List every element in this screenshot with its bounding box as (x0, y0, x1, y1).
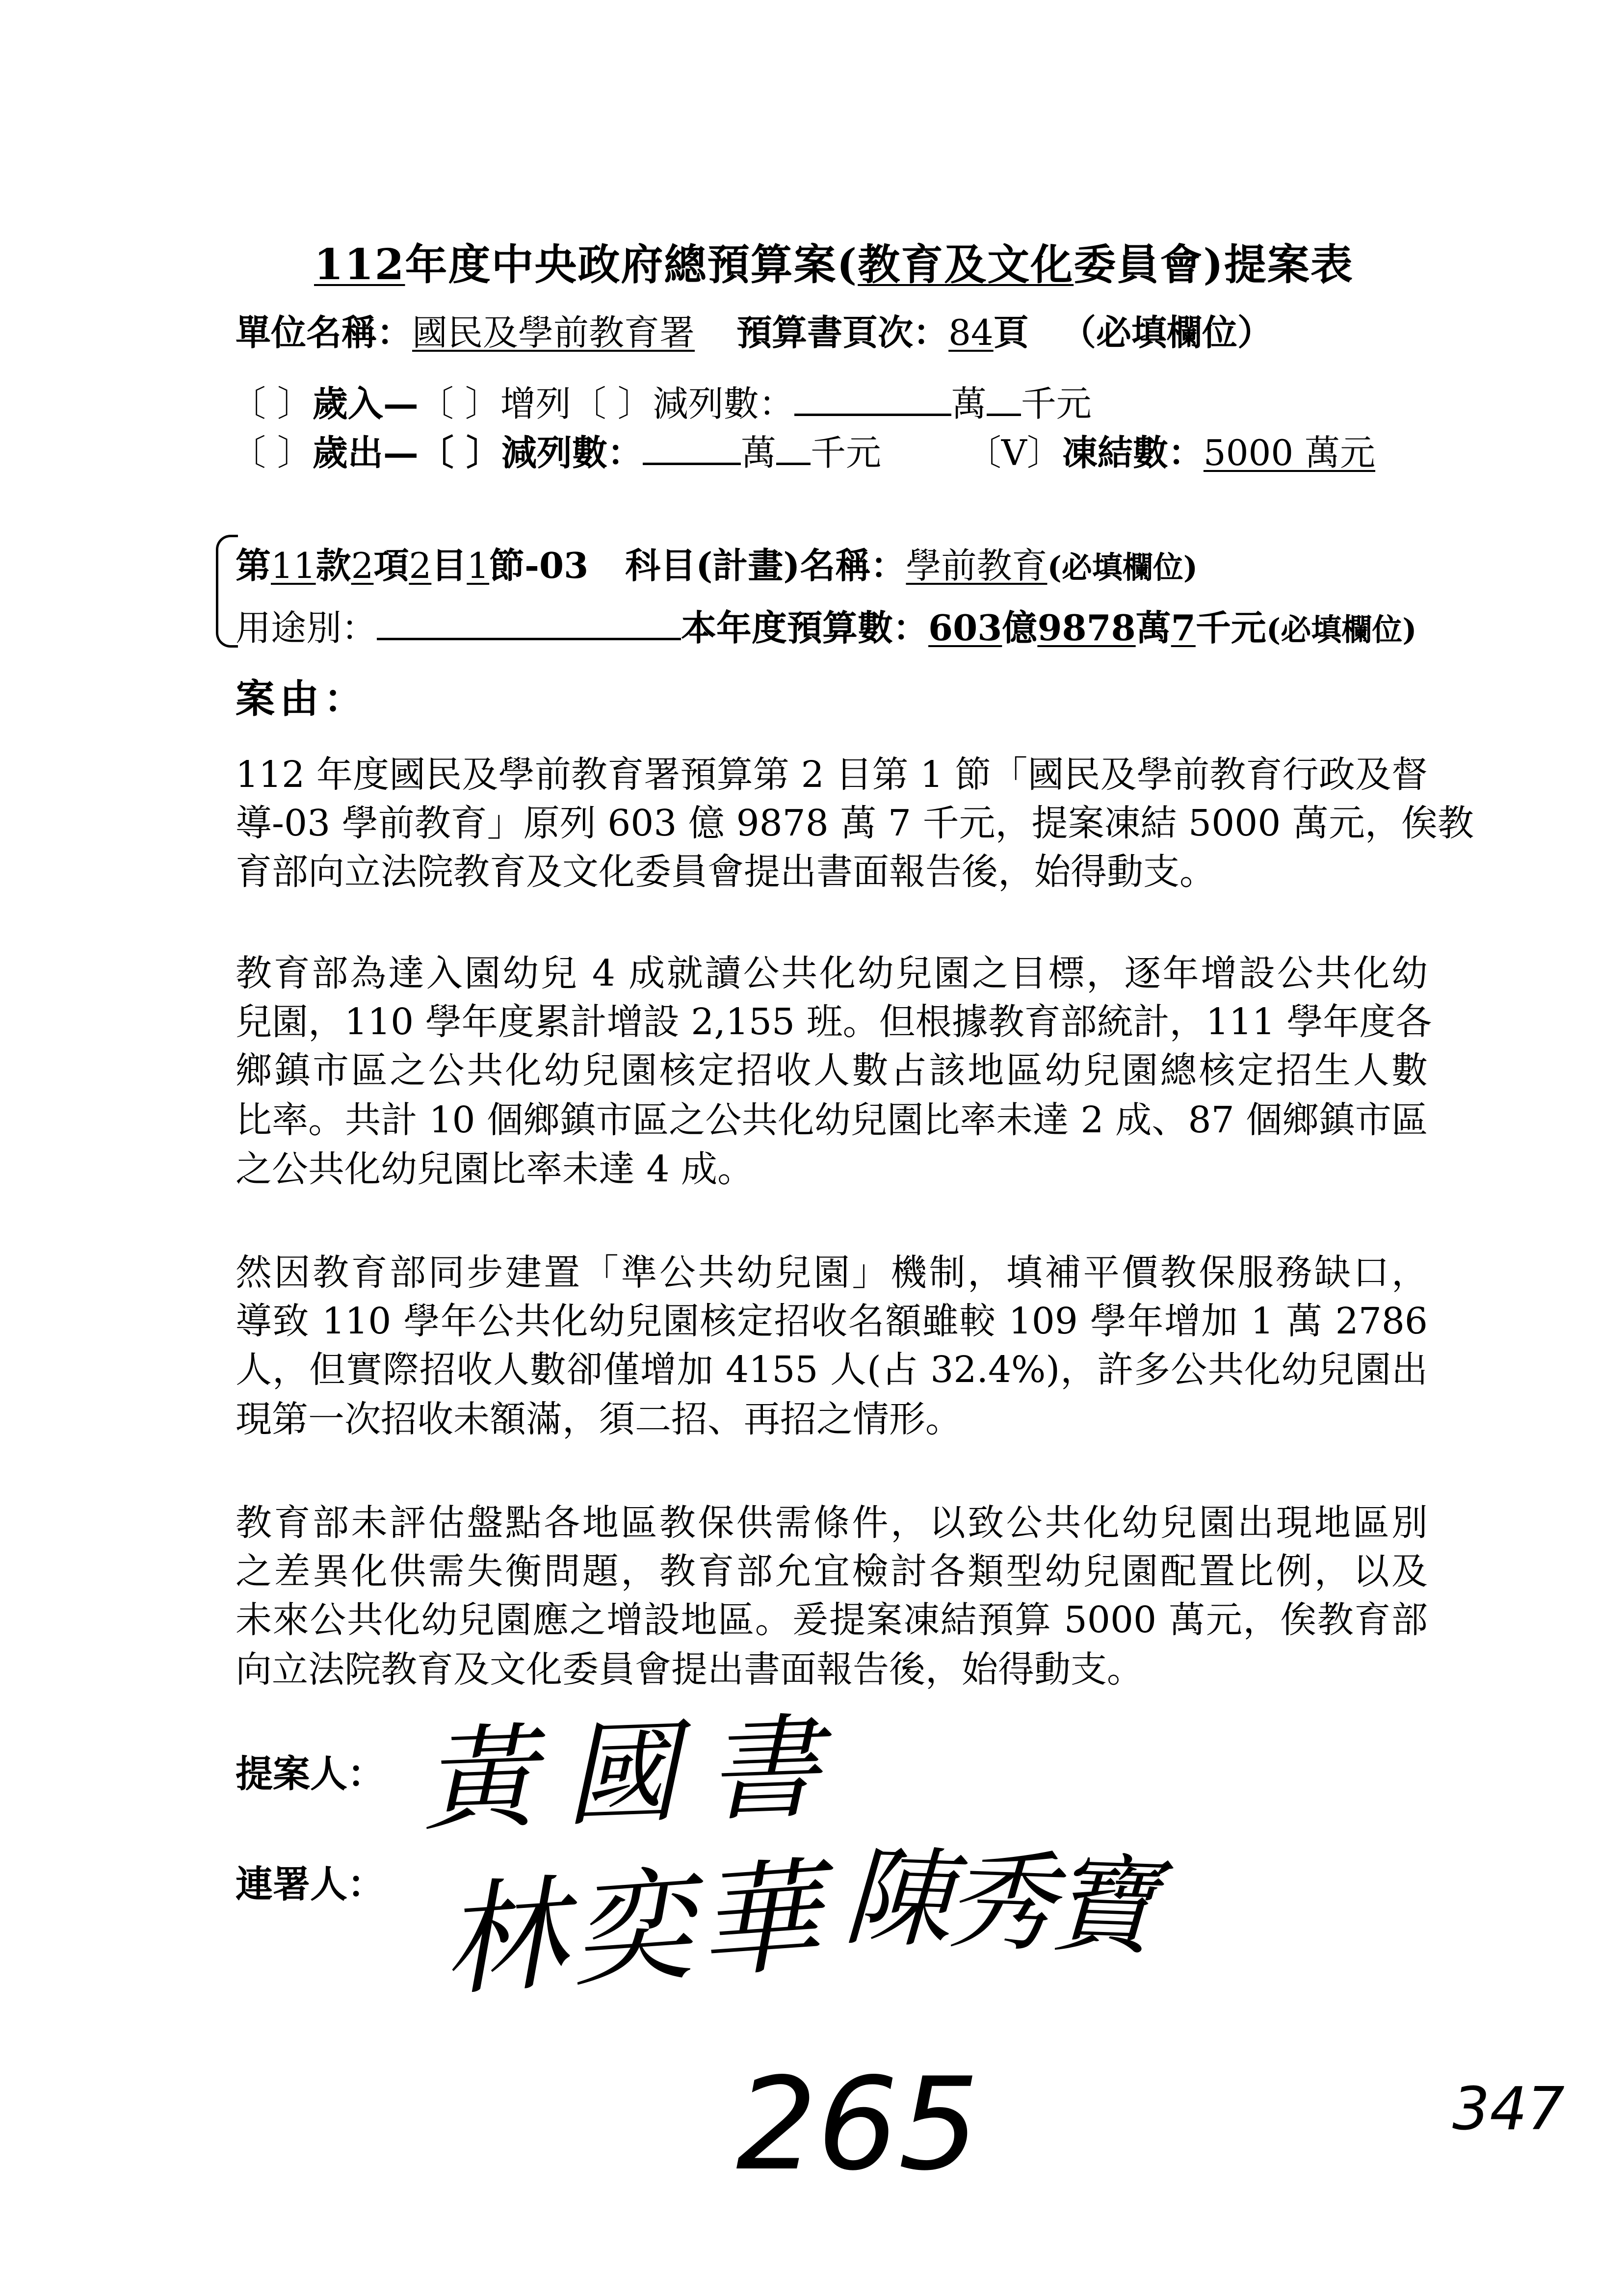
cosigner-signature-1: 林奕華 (438, 1844, 830, 2013)
text-line: 現第一次招收未額滿，須二招、再招之情形。 (236, 1398, 962, 1440)
text-line: 育部向立法院教育及文化委員會提出書面報告後，始得動支。 (236, 851, 1216, 893)
handwritten-page-number: 265 (736, 2051, 980, 2199)
cosigner-signature-2: 陳秀寶 (841, 1834, 1155, 1970)
page-label: 預算書頁次： (736, 312, 949, 353)
kuan-label: 款 (315, 545, 351, 586)
text-line: 向立法院教育及文化委員會提出書面報告後，始得動支。 (236, 1648, 1143, 1691)
revenue-wan-blank[interactable] (794, 384, 951, 416)
handwritten-corner-number: 347 (1452, 2075, 1565, 2143)
jie-label: 節-03 (489, 545, 589, 586)
usage-blank[interactable] (377, 608, 681, 640)
unit-row (236, 304, 1273, 355)
di-label: 第 (236, 545, 271, 586)
budget-label: 本年度預算數： (681, 607, 929, 649)
unit-label: 單位名稱： (236, 312, 413, 353)
item-name-value: 學前教育 (906, 545, 1048, 586)
mu-label: 目 (431, 545, 467, 586)
page-title (314, 231, 1354, 291)
qian-label: 千元 (1021, 383, 1092, 424)
freeze-checkbox[interactable]: 〔V〕 (966, 432, 1062, 473)
item-row (236, 537, 1198, 588)
text-line: 未來公共化幼兒園應之增設地區。爰提案凍結預算 5000 萬元，俟教育部 (236, 1599, 1428, 1641)
revenue-decrease[interactable]: 〔 〕減列數： (571, 383, 794, 424)
mu-value: 2 (409, 545, 432, 586)
required-note: (必填欄位) (1266, 612, 1417, 648)
text-line: 之差異化供需失衡問題，教育部允宜檢討各類型幼兒園配置比例，以及 (236, 1550, 1428, 1592)
text-line: 鄉鎮市區之公共化幼兒園核定招收人數占該地區幼兒園總核定招生人數 (236, 1049, 1428, 1092)
revenue-qian-blank[interactable] (987, 384, 1021, 416)
revenue-row (231, 375, 1092, 426)
kuan-value: 11 (271, 545, 316, 586)
revenue-checkbox[interactable]: 〔 〕 (231, 383, 313, 424)
unit-value: 國民及學前教育署 (412, 312, 695, 353)
page-unit: 頁 (993, 312, 1029, 353)
text-line: 教育部未評估盤點各地區教保供需條件，以致公共化幼兒園出現地區別 (236, 1502, 1428, 1544)
usage-row (236, 600, 1417, 651)
yi-label: 億 (1002, 607, 1038, 649)
reason-heading: 案由： (236, 676, 368, 722)
usage-label: 用途別： (236, 607, 377, 649)
revenue-increase[interactable]: 〔 〕增列 (418, 383, 571, 424)
title-year: 112 (314, 240, 405, 289)
text-line: 112 年度國民及學前教育署預算第 2 目第 1 節「國民及學前教育行政及督 (236, 754, 1428, 796)
freeze-label: 凍結數： (1062, 432, 1204, 473)
text-line: 人，但實際招收人數卻僅增加 4155 人(占 32.4%)，許多公共化幼兒園出 (236, 1349, 1428, 1391)
budget-qian: 7 (1171, 607, 1196, 649)
proposer-signature: 黃國書 (420, 1701, 852, 1848)
budget-wan: 9878 (1037, 607, 1136, 649)
text-line: 比率。共計 10 個鄉鎮市區之公共化幼兒園比率未達 2 成、87 個鄉鎮市區 (236, 1099, 1428, 1141)
page-value: 84 (948, 312, 994, 353)
text-line: 然因教育部同步建置「準公共幼兒園」機制，填補平價教保服務缺口， (236, 1252, 1428, 1294)
title-post: 委員會)提案表 (1074, 240, 1354, 289)
proposer-label: 提案人： (236, 1752, 385, 1796)
title-pre: 年度中央政府總預算案( (405, 240, 858, 289)
freeze-value: 5000 萬元 (1203, 432, 1376, 473)
item-name-label: 科目(計畫)名稱： (625, 545, 906, 586)
expense-qian-blank[interactable] (776, 433, 811, 465)
budget-yi: 603 (928, 607, 1002, 649)
title-committee: 教育及文化 (858, 240, 1074, 289)
text-line: 兒園，110 學年度累計增設 2,155 班。但根據教育部統計，111 學年度各 (236, 1001, 1432, 1043)
qian-label: 千元 (1195, 607, 1266, 649)
xiang-label: 項 (373, 545, 409, 586)
xiang-value: 2 (351, 545, 374, 586)
required-note: （必填欄位） (1060, 312, 1273, 353)
wan-label: 萬 (740, 432, 776, 473)
expense-row (231, 424, 1375, 475)
qian-label: 千元 (811, 432, 882, 473)
cosigner-label: 連署人： (236, 1862, 385, 1906)
revenue-label: 歲入— (312, 383, 419, 424)
text-line: 教育部為達入園幼兒 4 成就讀公共化幼兒園之目標，逐年增設公共化幼 (236, 952, 1428, 994)
item-bracket (216, 535, 238, 648)
text-line: 導-03 學前教育」原列 603 億 9878 萬 7 千元，提案凍結 5000 萬元，俟教 (236, 802, 1474, 844)
text-line: 之公共化幼兒園比率未達 4 成。 (236, 1148, 754, 1190)
expense-label: 歲出— (312, 432, 419, 473)
required-note: (必填欄位) (1047, 549, 1198, 585)
expense-checkbox[interactable]: 〔 〕 (231, 432, 313, 473)
expense-decrease[interactable]: 〔 〕減列數： (418, 432, 643, 473)
jie-value: 1 (467, 545, 490, 586)
expense-wan-blank[interactable] (643, 433, 741, 465)
text-line: 導致 110 學年公共化幼兒園核定招收名額雖較 109 學年增加 1 萬 2786 (236, 1300, 1428, 1342)
wan-label: 萬 (951, 383, 987, 424)
wan-label: 萬 (1135, 607, 1171, 649)
